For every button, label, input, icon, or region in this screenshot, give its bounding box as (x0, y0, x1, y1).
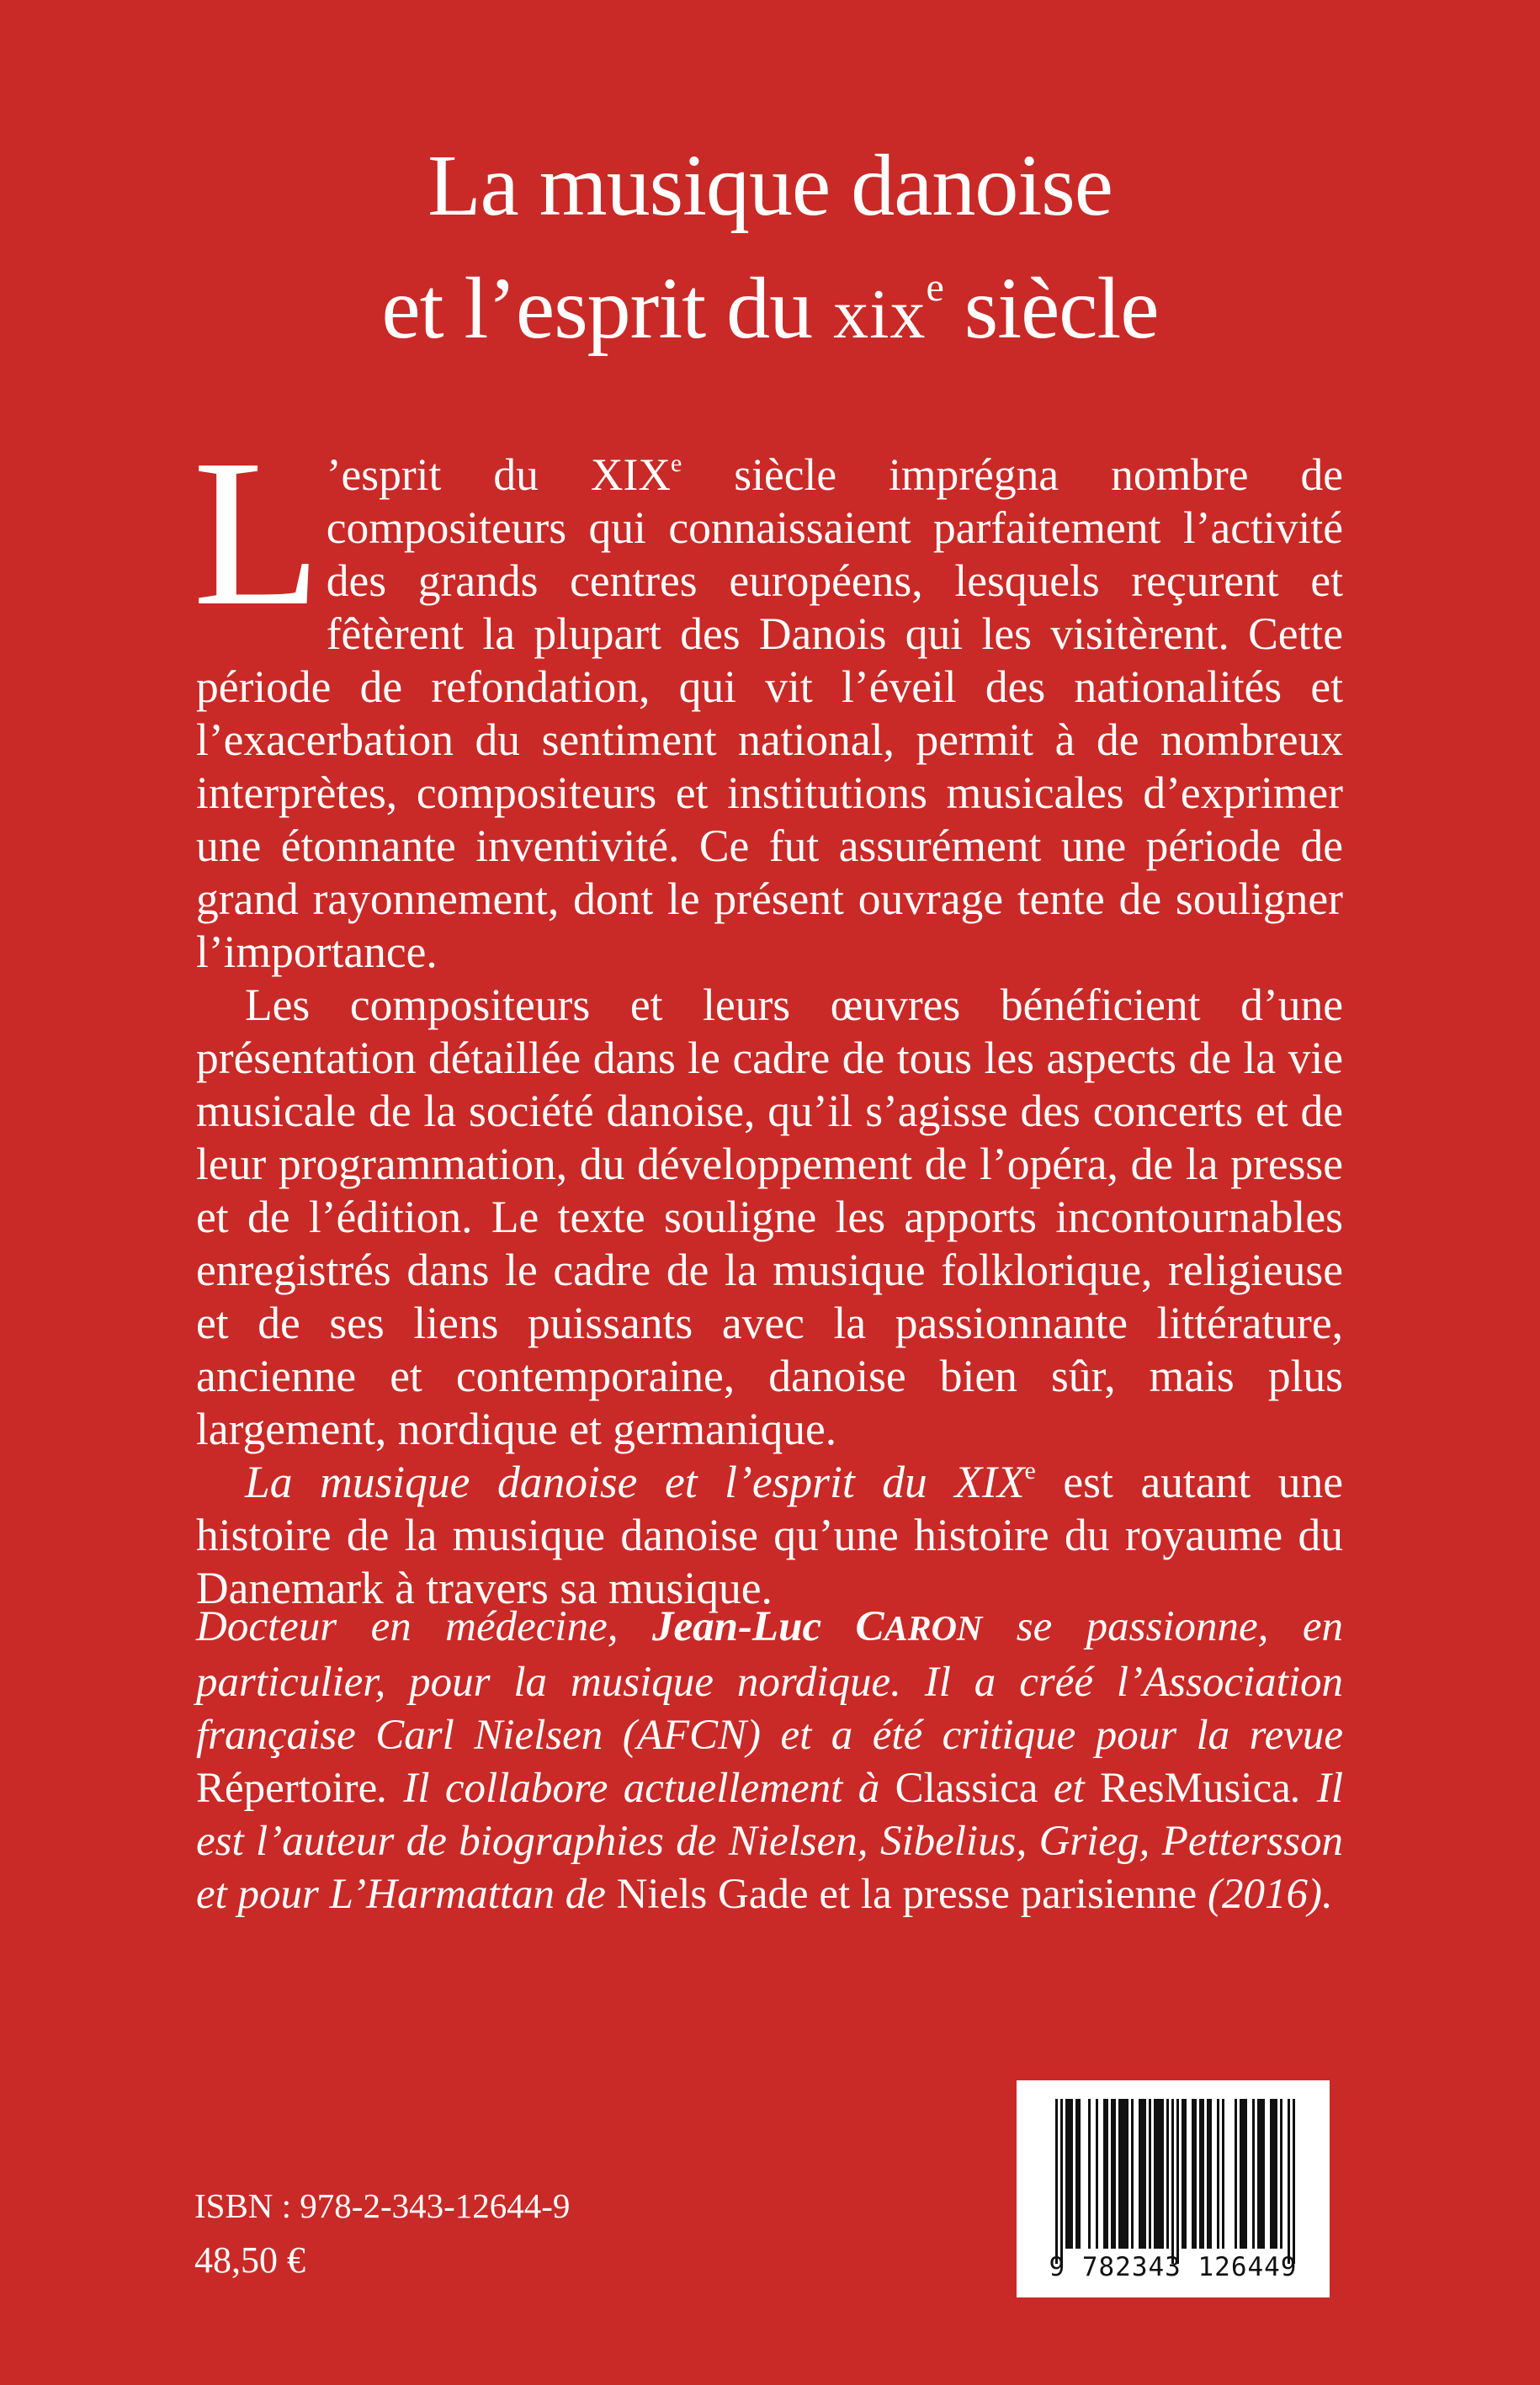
barcode-bar (1078, 2099, 1081, 2249)
bio-s4: et (1038, 1765, 1101, 1812)
title-century-roman: xix (833, 275, 927, 353)
barcode-bar (1272, 2099, 1275, 2249)
price-label: 48,50 € (194, 2239, 305, 2281)
blurb-p1-sup: e (670, 449, 682, 477)
barcode-bar (1075, 2099, 1078, 2249)
blurb-p1-start: ’esprit du XIX (326, 449, 671, 500)
barcode-bar (1235, 2099, 1237, 2249)
bio-s1: Docteur en médecine, (196, 1603, 652, 1650)
blurb-p3-rest: est autant une histoire de la musique danoise qu’une histoire du royaume du Danemark à travers sa musique. (196, 1457, 1343, 1613)
barcode-bar (1275, 2099, 1277, 2249)
blurb-paragraph-2: Les compositeurs et leurs œuvres bénéficient d’une présentation détaillée dans le cadre de tous les aspects de la vie musicale de la société danoise, qu’il s’agisse des concerts et de leur programmation, du développement de l’opéra, de la presse et de l’édition. Le texte souligne les apports incontournables enregistrés dans le cadre de la musique folklorique, religieuse et de ses liens puissants avec la passionnante littérature, ancienne et contemporaine, danoise bien sûr, mais plus largement, nordique et germanique. (196, 980, 1343, 1454)
book-title (0, 125, 1540, 376)
barcode-bar (1131, 2099, 1134, 2249)
bio-revue-title: Répertoire (196, 1765, 378, 1812)
barcode-bar (1149, 2099, 1151, 2249)
bio-s3: . Il collabore actuellement à (377, 1765, 895, 1812)
barcode-bar (1123, 2099, 1126, 2249)
barcode-bar (1270, 2099, 1272, 2249)
barcode-bar (1242, 2099, 1245, 2249)
barcode-bar (1139, 2099, 1141, 2249)
drop-cap: L (193, 417, 321, 650)
barcode-bar (1159, 2099, 1161, 2249)
barcode-bar (1202, 2099, 1204, 2249)
barcode-bar (1111, 2099, 1113, 2249)
barcode-bar (1192, 2099, 1194, 2249)
barcode-bar (1068, 2099, 1070, 2249)
blurb-paragraph-3 (196, 1456, 1343, 1615)
barcode-bar (1207, 2099, 1209, 2249)
barcode-bar (1245, 2099, 1247, 2249)
barcode-bar (1113, 2099, 1116, 2249)
barcode-bar (1293, 2099, 1295, 2264)
barcode-bar (1176, 2099, 1179, 2264)
barcode-bar (1222, 2099, 1224, 2249)
barcode-bar (1288, 2099, 1290, 2264)
barcode-bar (1060, 2099, 1063, 2264)
barcode-bar (1141, 2099, 1144, 2249)
barcode-bar (1171, 2099, 1174, 2264)
barcode-bar (1166, 2099, 1169, 2249)
barcode (1017, 2080, 1330, 2297)
barcode-bar (1088, 2099, 1091, 2249)
title-line-1: La musique danoise (427, 137, 1113, 234)
blurb-text (193, 417, 1343, 1615)
isbn-label: ISBN : 978-2-343-12644-9 (194, 2186, 571, 2225)
barcode-bar (1209, 2099, 1212, 2249)
bio-s2: se passionne, en particulier, pour la musique nordique. Il a créé l’Association française Carl Nielsen (AFCN) et a été critique pour la revue (196, 1603, 1344, 1759)
barcode-bar (1144, 2099, 1146, 2249)
barcode-bar (1240, 2099, 1242, 2249)
barcode-bar (1194, 2099, 1197, 2249)
barcode-bar (1184, 2099, 1187, 2249)
barcode-bar (1121, 2099, 1123, 2249)
barcode-bar (1106, 2099, 1108, 2249)
barcode-bar (1262, 2099, 1265, 2249)
barcode-bar (1199, 2099, 1202, 2249)
barcode-bar (1280, 2099, 1282, 2249)
barcode-bar (1161, 2099, 1164, 2249)
barcode-bar (1257, 2099, 1260, 2249)
author-bio (196, 1601, 1343, 1921)
barcode-bar (1154, 2099, 1156, 2249)
bio-magazine-2: ResMusica (1100, 1765, 1291, 1812)
author-name (652, 1603, 982, 1650)
bio-s5: . Il est l’auteur de biographies de Nielsen, Sibelius, Grieg, Pettersson et pour L’Harmattan de (196, 1765, 1344, 1918)
title-line-2-end: siècle (943, 260, 1159, 357)
barcode-bar (1156, 2099, 1159, 2249)
barcode-bar (1096, 2099, 1098, 2249)
barcode-bar (1118, 2099, 1121, 2249)
blurb-paragraph-1 (193, 417, 1343, 979)
bio-s6: (2016). (1197, 1871, 1333, 1918)
barcode-bar (1252, 2099, 1255, 2249)
barcode-bar (1055, 2099, 1058, 2264)
barcode-bar (1065, 2099, 1068, 2249)
barcode-bar (1217, 2099, 1219, 2249)
author-bio-paragraph (196, 1601, 1343, 1921)
barcode-bar (1070, 2099, 1073, 2249)
bio-book-title: Niels Gade et la presse parisienne (616, 1871, 1197, 1918)
bio-magazine-1: Classica (895, 1765, 1038, 1812)
barcode-bar (1126, 2099, 1128, 2249)
blurb-p1-rest: siècle imprégna nombre de compositeurs qui connaissaient parfaitement l’activité des grands centres européens, lesquels reçurent et fêtèrent la plupart des Danois qui les visitèrent. Cette période de refondation, qui vit l’éveil des nationalités et l’exacerbation du sentiment national, permit à de nombreux interprètes, compositeurs et institutions musicales d’exprimer une étonnante inventivité. Ce fut assurément une période de grand rayonnement, dont le présent ouvrage tente de souligner l’importance. (196, 449, 1343, 977)
blurb-p3-sup: e (1024, 1457, 1036, 1485)
author-name-first: Jean-Luc C (651, 1603, 884, 1650)
barcode-bar (1260, 2099, 1262, 2249)
blurb-p3-title: La musique danoise et l’esprit du XIX (245, 1457, 1025, 1507)
barcode-bar (1182, 2099, 1184, 2249)
title-century-sup: e (926, 265, 943, 310)
title-line-2-start: et l’esprit du (381, 260, 834, 357)
title-line-2 (0, 247, 1540, 376)
barcode-digits: 9 782343 126449 (1049, 2252, 1298, 2282)
barcode-bar (1103, 2099, 1106, 2249)
author-name-last: ARON (884, 1610, 983, 1649)
